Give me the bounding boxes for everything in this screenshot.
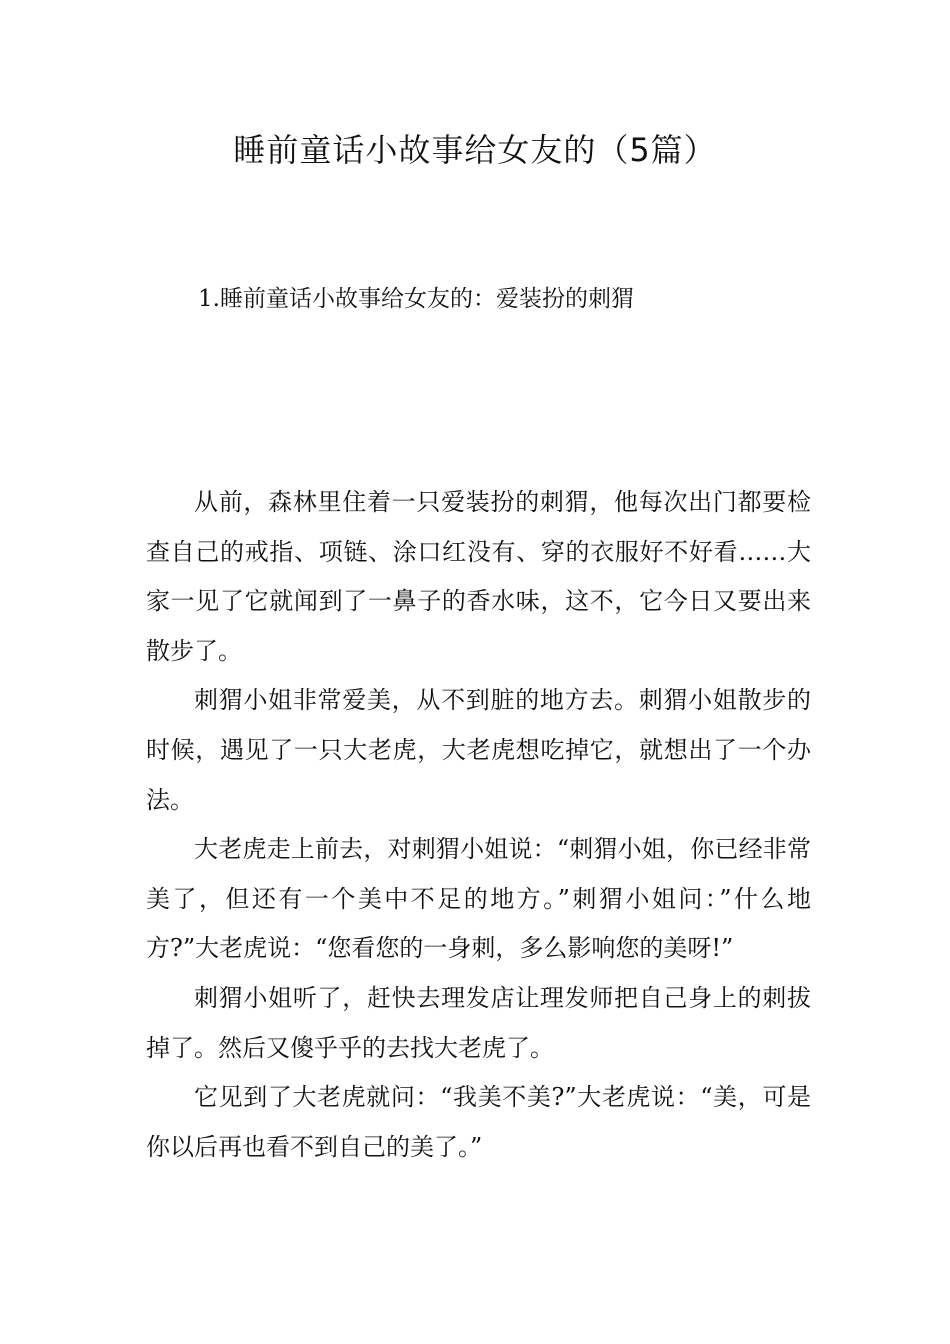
story-paragraph: 刺猬小姐非常爱美，从不到脏的地方去。刺猬小姐散步的时候，遇见了一只大老虎，大老虎想吃掉它，就想出了一个办法。 <box>146 686 811 814</box>
story-body <box>146 478 811 1172</box>
story-paragraph: 大老虎走上前去，对刺猬小姐说：“刺猬小姐，你已经非常美了，但还有一个美中不足的地方。”刺猬小姐问：”什么地方?”大老虎说：“您看您的一身刺，多么影响您的美呀!” <box>146 835 811 963</box>
story-paragraph: 从前，森林里住着一只爱装扮的刺猬，他每次出门都要检查自己的戒指、项链、涂口红没有、穿的衣服好不好看……大家一见了它就闻到了一鼻子的香水味，这不，它今日又要出来散步了。 <box>146 488 811 665</box>
section-heading: 1.睡前童话小故事给女友的：爱装扮的刺猬 <box>198 286 634 312</box>
story-paragraph: 它见到了大老虎就问：“我美不美?”大老虎说：“美，可是你以后再也看不到自己的美了。” <box>146 1083 811 1161</box>
document-title: 睡前童话小故事给女友的（5篇） <box>233 131 717 169</box>
story-paragraph: 刺猬小姐听了，赶快去理发店让理发师把自己身上的刺拔掉了。然后又傻乎乎的去找大老虎了。 <box>146 983 811 1062</box>
